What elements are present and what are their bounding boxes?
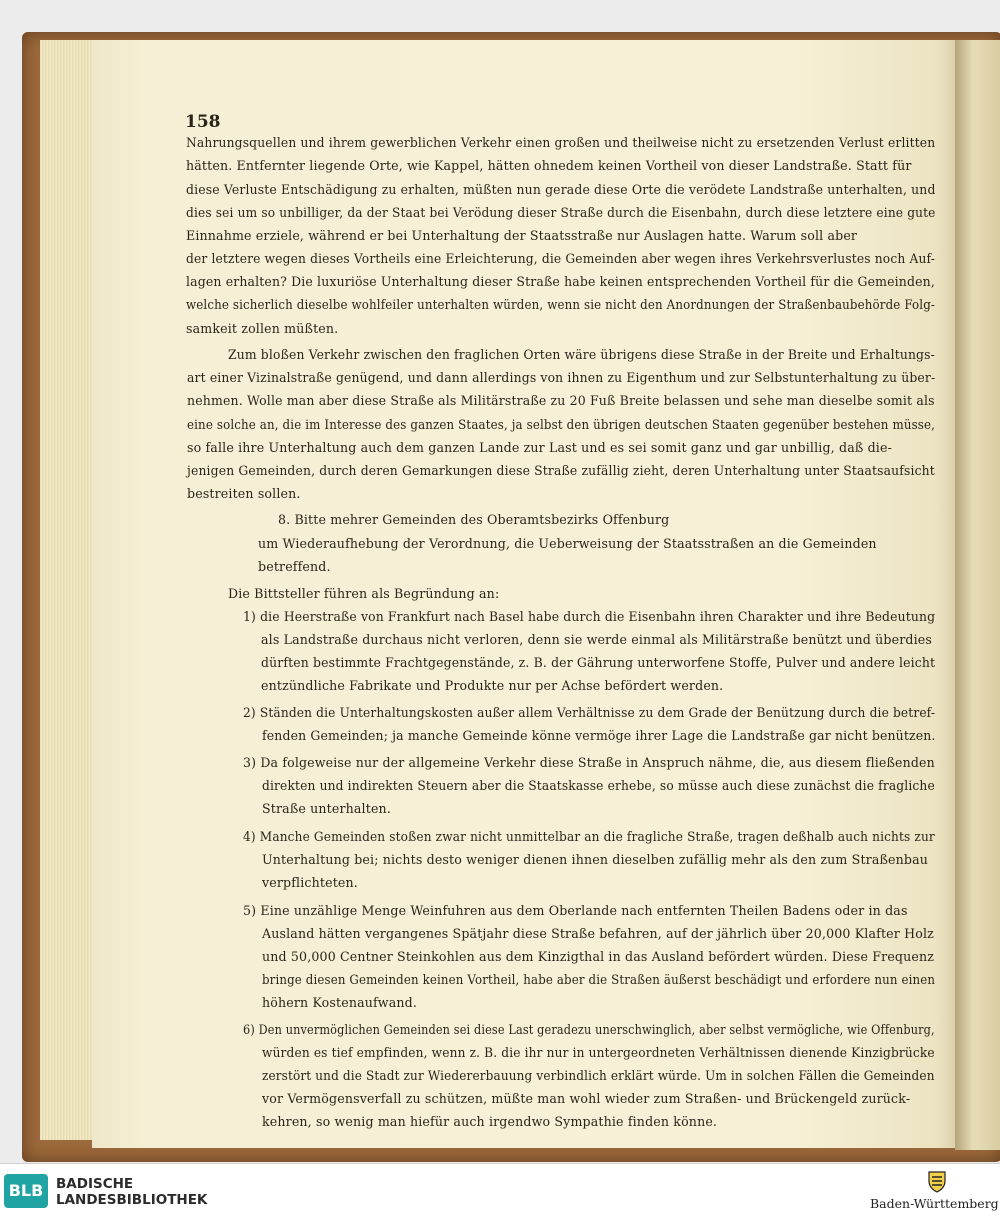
text-line: fenden Gemeinden; ja manche Gemeinde könne vermöge ihrer Lage die Landstraße gar nicht benützen. <box>262 728 936 743</box>
text-line: samkeit zollen müßten. <box>186 321 339 336</box>
text-line: würden es tief empfinden, wenn z. B. die ihr nur in untergeordneten Verhältnissen dienende Kinzigbrücke <box>262 1045 935 1060</box>
text-line: Zum bloßen Verkehr zwischen den fraglichen Orten wäre übrigens diese Straße in der Breite und Erhaltungs- <box>228 347 935 362</box>
text-line: höhern Kostenaufwand. <box>262 995 418 1010</box>
text-line: 5) Eine unzählige Menge Weinfuhren aus dem Oberlande nach entfernten Theilen Badens oder in das <box>243 903 908 918</box>
text-line: welche sicherlich dieselbe wohlfeiler unterhalten würden, wenn sie nicht den Anordnungen der Straßenbaubehörde Folg- <box>186 297 936 312</box>
text-line: dürften bestimmte Frachtgegenstände, z. B. der Gährung unterworfene Stoffe, Pulver und andere leicht <box>261 655 936 670</box>
text-line: 4) Manche Gemeinden stoßen zwar nicht unmittelbar an die fragliche Straße, tragen deßhalb auch nichts zur <box>243 829 935 844</box>
text-line: Straße unterhalten. <box>262 801 391 816</box>
text-line: zerstört und die Stadt zur Wiedererbauung verbindlich erklärt würde. Um in solchen Fällen die Gemeinden <box>262 1068 935 1083</box>
library-name-line1: BADISCHE <box>56 1176 134 1192</box>
coat-of-arms-icon <box>924 1168 950 1194</box>
page-number: 158 <box>185 112 221 132</box>
text-line: Einnahme erziele, während er bei Unterhaltung der Staatsstraße nur Auslagen hatte. Warum soll aber <box>186 228 858 243</box>
text-line: Unterhaltung bei; nichts desto weniger dienen ihnen dieselben zufällig mehr als den zum Straßenbau <box>262 852 929 867</box>
text-line: dies sei um so unbilliger, da der Staat bei Verödung dieser Straße durch die Eisenbahn, durch diese letztere eine gute <box>186 205 936 220</box>
text-line: vor Vermögensverfall zu schützen, müßte man wohl wieder zum Straßen- und Brückengeld zurück- <box>262 1091 911 1106</box>
text-line: 2) Ständen die Unterhaltungskosten außer allem Verhältnisse zu dem Grade der Benützung durch die betref- <box>243 705 936 720</box>
state-name: Baden-Württemberg <box>870 1196 999 1211</box>
text-line: jenigen Gemeinden, durch deren Gemarkungen diese Straße zufällig zieht, deren Unterhaltung unter Staatsaufsicht <box>187 463 935 478</box>
text-line: art einer Vizinalstraße genügend, und dann allerdings von ihnen zu Eigenthum und zur Selbstunterhaltung zu über- <box>187 370 936 385</box>
text-line: 6) Den unvermöglichen Gemeinden sei diese Last geradezu unerschwinglich, aber selbst vermögliche, wie Offenburg, <box>243 1022 935 1037</box>
text-line: diese Verluste Entschädigung zu erhalten, müßten nun gerade diese Orte die verödete Landstraße unterhalten, und <box>186 182 936 197</box>
text-line: bringe diesen Gemeinden keinen Vortheil, habe aber die Straßen äußerst beschädigt und erfordere nun einen <box>262 972 936 987</box>
text-line: 8. Bitte mehrer Gemeinden des Oberamtsbezirks Offenburg <box>278 512 670 527</box>
text-line: nehmen. Wolle man aber diese Straße als Militärstraße zu 20 Fuß Breite belassen und sehe man dieselbe somit als <box>187 393 935 408</box>
text-line: lagen erhalten? Die luxuriöse Unterhaltung dieser Straße habe keinen entsprechenden Vortheil für die Gemeinden, <box>186 274 935 289</box>
text-line: Ausland hätten vergangenes Spätjahr diese Straße befahren, auf der jährlich über 20,000 Klafter Holz <box>262 926 934 941</box>
text-line: Nahrungsquellen und ihrem gewerblichen Verkehr einen großen und theilweise nicht zu ersetzenden Verlust erlitten <box>186 135 936 150</box>
text-line: direkten und indirekten Steuern aber die Staatskasse erhebe, so müsse auch diese zunächst die fragliche <box>262 778 935 793</box>
viewer-footer <box>0 1163 1000 1219</box>
text-line: der letztere wegen dieses Vortheils eine Erleichterung, die Gemeinden aber wegen ihres Verkehrsverlustes noch Auf- <box>186 251 936 266</box>
text-line: so falle ihre Unterhaltung auch dem ganzen Lande zur Last und es sei somit ganz und gar unbillig, daß die- <box>187 440 892 455</box>
text-line: als Landstraße durchaus nicht verloren, denn sie werde einmal als Militärstraße benützt und überdies <box>261 632 933 647</box>
text-line: entzündliche Fabrikate und Produkte nur per Achse befördert werden. <box>261 678 724 693</box>
text-line: um Wiederaufhebung der Verordnung, die Ueberweisung der Staatsstraßen an die Gemeinden <box>258 536 877 551</box>
text-line: bestreiten sollen. <box>187 486 301 501</box>
text-line: 1) die Heerstraße von Frankfurt nach Basel habe durch die Eisenbahn ihren Charakter und ihre Bedeutung <box>243 609 936 624</box>
text-line: eine solche an, die im Interesse des ganzen Staates, ja selbst den übrigen deutschen Staaten gegenüber bestehen müsse, <box>187 417 936 432</box>
text-line: Die Bittsteller führen als Begründung an: <box>228 586 500 601</box>
library-name[interactable] <box>56 1176 207 1208</box>
text-line: betreffend. <box>258 559 331 574</box>
text-line: kehren, so wenig man hiefür auch irgendwo Sympathie finden könne. <box>262 1114 718 1129</box>
text-line: und 50,000 Centner Steinkohlen aus dem Kinzigthal in das Ausland befördert würden. Diese Frequenz <box>262 949 935 964</box>
text-line: verpflichteten. <box>262 875 358 890</box>
blb-logo[interactable]: BLB <box>4 1174 48 1208</box>
text-line: 3) Da folgeweise nur der allgemeine Verkehr diese Straße in Anspruch nähme, die, aus diesem fließenden <box>243 755 935 770</box>
library-name-line2: LANDESBIBLIOTHEK <box>56 1192 208 1208</box>
text-line: hätten. Entfernter liegende Orte, wie Kappel, hätten ohnedem keinen Vortheil von dieser Landstraße. Statt für <box>186 158 912 173</box>
